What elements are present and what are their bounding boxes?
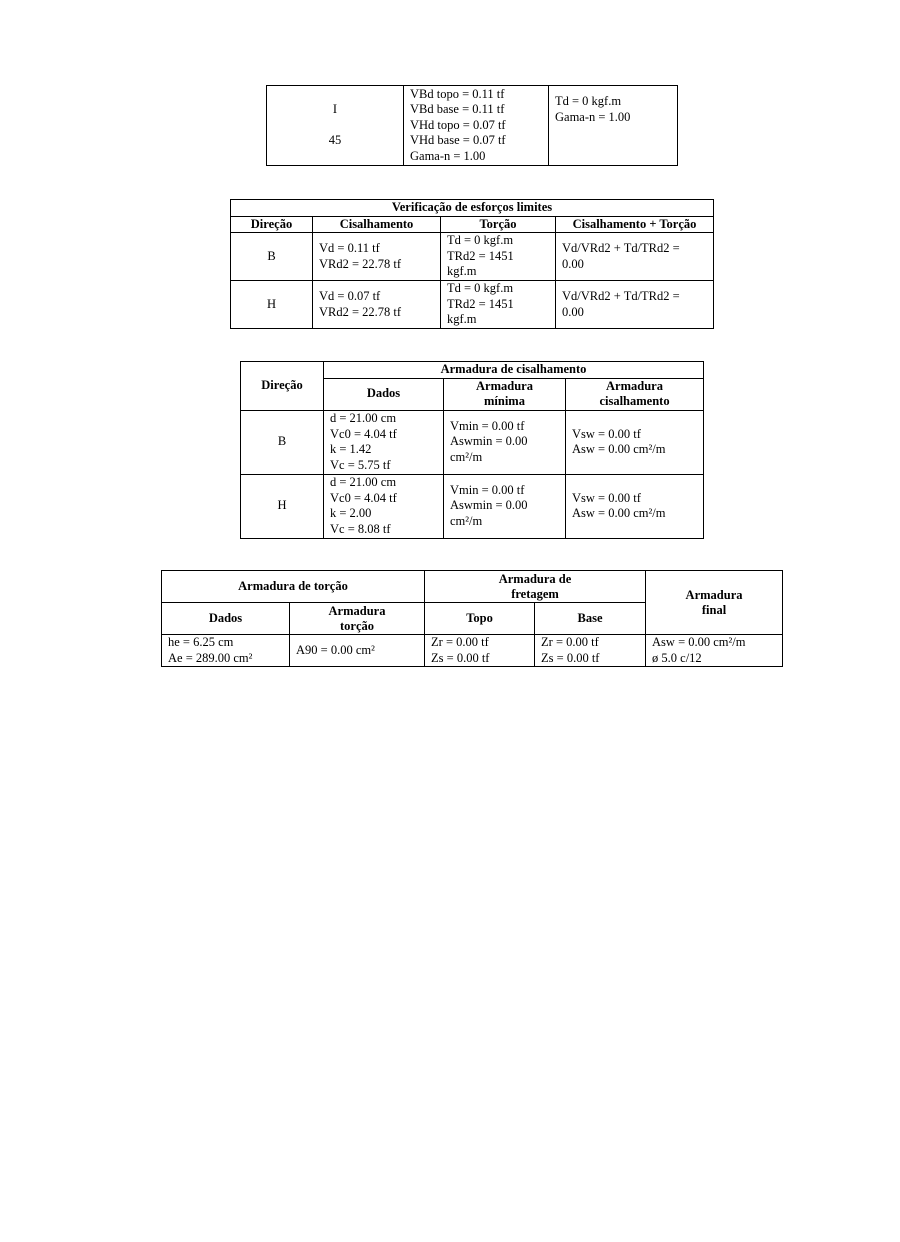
text-line: Zs = 0.00 tf (431, 650, 490, 665)
column-header: Direção (241, 362, 324, 411)
min-reinforcement-cell (444, 410, 566, 474)
text-line: TRd2 = 1451 (447, 248, 514, 263)
text-line: Vc = 8.08 tf (330, 521, 391, 536)
column-header: Base (535, 603, 646, 635)
element-id-cell (267, 86, 404, 166)
text-line: kgf.m (447, 264, 477, 279)
header-line: Armadura (685, 587, 743, 602)
element-label: I (332, 102, 338, 117)
text-line: k = 1.42 (330, 442, 372, 456)
torsion-reinforcement-table (161, 570, 783, 667)
text-line: Asw = 0.00 cm²/m (652, 635, 746, 649)
text-line: he = 6.25 cm (168, 635, 234, 649)
column-header (566, 378, 704, 410)
text-line: Ae = 289.00 cm² (168, 650, 253, 665)
torsion-cell (441, 281, 556, 329)
text-line: Vd/VRd2 + Td/TRd2 = (562, 289, 680, 303)
text-line: VHd topo = 0.07 tf (410, 117, 506, 132)
text-line: VBd base = 0.11 tf (410, 102, 505, 117)
text-line: Vc0 = 4.04 tf (330, 490, 397, 505)
text-line: Vmin = 0.00 tf (450, 418, 525, 433)
base-cell (535, 635, 646, 667)
text-line: Aswmin = 0.00 (450, 434, 528, 449)
table-row (231, 233, 714, 281)
torsion-cell (549, 86, 678, 166)
text-line: Vd = 0.11 tf (319, 241, 380, 255)
text-line: Zr = 0.00 tf (541, 635, 599, 649)
shear-reinforcement-cell (566, 474, 704, 538)
table-title: Verificação de esforços limites (231, 200, 714, 217)
torsion-cell (441, 233, 556, 281)
text-line: Vmin = 0.00 tf (450, 482, 525, 497)
header-line: mínima (484, 394, 525, 408)
text-line: Td = 0 kgf.m (447, 281, 514, 296)
header-line: final (701, 602, 727, 617)
text-line: VRd2 = 22.78 tf (319, 304, 402, 319)
column-header: Cisalhamento + Torção (556, 216, 714, 233)
text-line: kgf.m (447, 312, 477, 327)
text-line: Zs = 0.00 tf (541, 650, 600, 665)
table-row (162, 635, 783, 667)
shear-reinforcement-table (240, 361, 704, 539)
table-row (241, 410, 704, 474)
data-cell (324, 474, 444, 538)
table-title-row (241, 362, 704, 379)
column-header (290, 603, 425, 635)
table-title: Armadura de cisalhamento (324, 362, 704, 379)
text-line: Aswmin = 0.00 (450, 498, 528, 513)
text-line: VHd base = 0.07 tf (410, 133, 506, 148)
data-cell (324, 410, 444, 474)
combined-cell (556, 281, 714, 329)
text-line: Asw = 0.00 cm²/m (572, 506, 666, 520)
direction-cell: H (231, 281, 313, 329)
column-header (444, 378, 566, 410)
column-header: Direção (231, 216, 313, 233)
text-line: 0.00 (562, 256, 584, 271)
column-header: Dados (324, 378, 444, 410)
top-cell (425, 635, 535, 667)
table-row (267, 86, 678, 166)
group-header (425, 571, 646, 603)
text-line: cm²/m (450, 449, 483, 464)
text-line: Td = 0 kgf.m (447, 233, 514, 248)
text-line: Gama-n = 1.00 (410, 148, 486, 163)
column-header: Cisalhamento (313, 216, 441, 233)
table-title-row (231, 200, 714, 217)
direction-cell: B (231, 233, 313, 281)
text-line: Gama-n = 1.00 (555, 109, 631, 124)
combined-cell (556, 233, 714, 281)
limit-check-table (230, 199, 714, 329)
data-cell (162, 635, 290, 667)
text-line: Td = 0 kgf.m (555, 94, 622, 108)
column-header: Dados (162, 603, 290, 635)
column-header: Topo (425, 603, 535, 635)
text-line: Vc = 5.75 tf (330, 457, 391, 472)
shear-cell (313, 233, 441, 281)
group-header (646, 571, 783, 635)
table-row (241, 474, 704, 538)
text-line: Vd = 0.07 tf (319, 289, 381, 303)
column-header: Torção (441, 216, 556, 233)
text-line: Asw = 0.00 cm²/m (572, 442, 666, 456)
text-line: VBd topo = 0.11 tf (410, 86, 505, 101)
text-line: VRd2 = 22.78 tf (319, 256, 402, 271)
min-reinforcement-cell (444, 474, 566, 538)
direction-cell: H (241, 474, 324, 538)
text-line: Vsw = 0.00 tf (572, 426, 641, 441)
text-line: Vc0 = 4.04 tf (330, 426, 397, 441)
shear-reinforcement-cell (566, 410, 704, 474)
direction-cell: B (241, 410, 324, 474)
group-header: Armadura de torção (162, 571, 425, 603)
text-line: ø 5.0 c/12 (652, 650, 702, 665)
spacer-text (273, 118, 397, 134)
torsion-cell: A90 = 0.00 cm² (290, 635, 425, 667)
shear-forces-cell (404, 86, 549, 166)
table-row (231, 281, 714, 329)
text-line: Zr = 0.00 tf (431, 635, 489, 649)
header-line: torção (340, 618, 375, 633)
text-line: Vsw = 0.00 tf (572, 490, 641, 505)
text-line: k = 2.00 (330, 506, 372, 520)
final-cell (646, 635, 783, 667)
header-line: Armadura (328, 603, 386, 618)
text-line: cm²/m (450, 513, 483, 528)
text-line: d = 21.00 cm (330, 411, 397, 425)
header-line: Armadura (606, 378, 663, 393)
header-line: Armadura de (498, 571, 572, 586)
summary-table (266, 85, 678, 166)
text-line: d = 21.00 cm (330, 475, 397, 489)
element-number: 45 (328, 133, 342, 148)
shear-cell (313, 281, 441, 329)
text-line: TRd2 = 1451 (447, 296, 514, 311)
header-line: cisalhamento (599, 394, 670, 408)
text-line: 0.00 (562, 304, 584, 319)
table-title-row (162, 571, 783, 603)
table-header-row (231, 216, 714, 233)
text-line: Vd/VRd2 + Td/TRd2 = (562, 241, 680, 255)
header-line: Armadura (476, 378, 533, 393)
header-line: fretagem (511, 586, 559, 601)
